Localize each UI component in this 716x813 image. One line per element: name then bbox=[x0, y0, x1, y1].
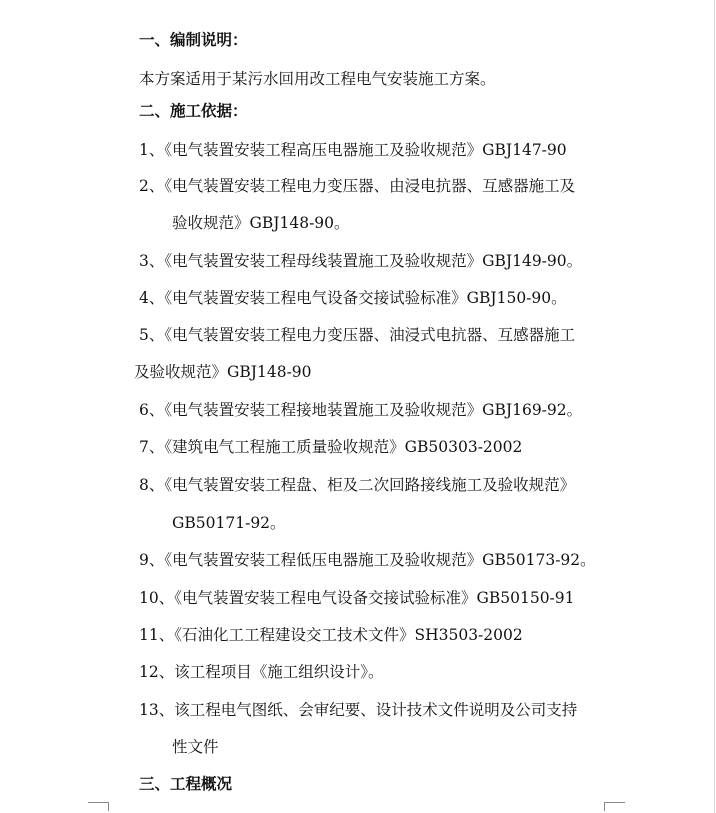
reference-item: 10、《电气装置安装工程电气设备交接试验标准》GB50150-91 bbox=[139, 589, 575, 607]
section3-heading: 三、工程概况 bbox=[139, 774, 233, 793]
page-edge bbox=[714, 0, 715, 813]
reference-item: 3、《电气装置安装工程母线装置施工及验收规范》GBJ149-90。 bbox=[139, 252, 583, 270]
reference-item: 8、《电气装置安装工程盘、柜及二次回路接线施工及验收规范》 bbox=[139, 476, 576, 494]
reference-item-continuation: 性文件 bbox=[172, 738, 219, 756]
section2-heading: 二、施工依据： bbox=[139, 101, 248, 120]
section1-body: 本方案适用于某污水回用改工程电气安装施工方案。 bbox=[139, 70, 496, 88]
section1-heading: 一、编制说明： bbox=[139, 30, 248, 49]
reference-item: 11、《石油化工工程建设交工技术文件》SH3503-2002 bbox=[139, 626, 523, 644]
margin-corner-mark bbox=[604, 802, 625, 811]
reference-item: 12、该工程项目《施工组织设计》。 bbox=[139, 663, 384, 681]
reference-item-continuation: 验收规范》GBJ148-90。 bbox=[172, 214, 350, 232]
reference-item: 9、《电气装置安装工程低压电器施工及验收规范》GB50173-92。 bbox=[139, 551, 596, 569]
reference-item: 13、该工程电气图纸、会审纪要、设计技术文件说明及公司支持 bbox=[139, 701, 578, 719]
reference-item-continuation: GB50171-92。 bbox=[172, 514, 286, 532]
reference-item: 4、《电气装置安装工程电气设备交接试验标准》GBJ150-90。 bbox=[139, 289, 567, 307]
reference-item: 5、《电气装置安装工程电力变压器、油浸式电抗器、互感器施工 bbox=[139, 326, 576, 344]
reference-item-continuation: 及验收规范》GBJ148-90 bbox=[134, 363, 312, 381]
reference-item: 2、《电气装置安装工程电力变压器、由浸电抗器、互感器施工及 bbox=[139, 177, 576, 195]
reference-item: 7、《建筑电气工程施工质量验收规范》GB50303-2002 bbox=[139, 438, 523, 456]
reference-item: 6、《电气装置安装工程接地装置施工及验收规范》GBJ169-92。 bbox=[139, 401, 583, 419]
reference-item: 1、《电气装置安装工程高压电器施工及验收规范》GBJ147-90 bbox=[139, 141, 567, 159]
margin-corner-mark bbox=[88, 802, 109, 811]
